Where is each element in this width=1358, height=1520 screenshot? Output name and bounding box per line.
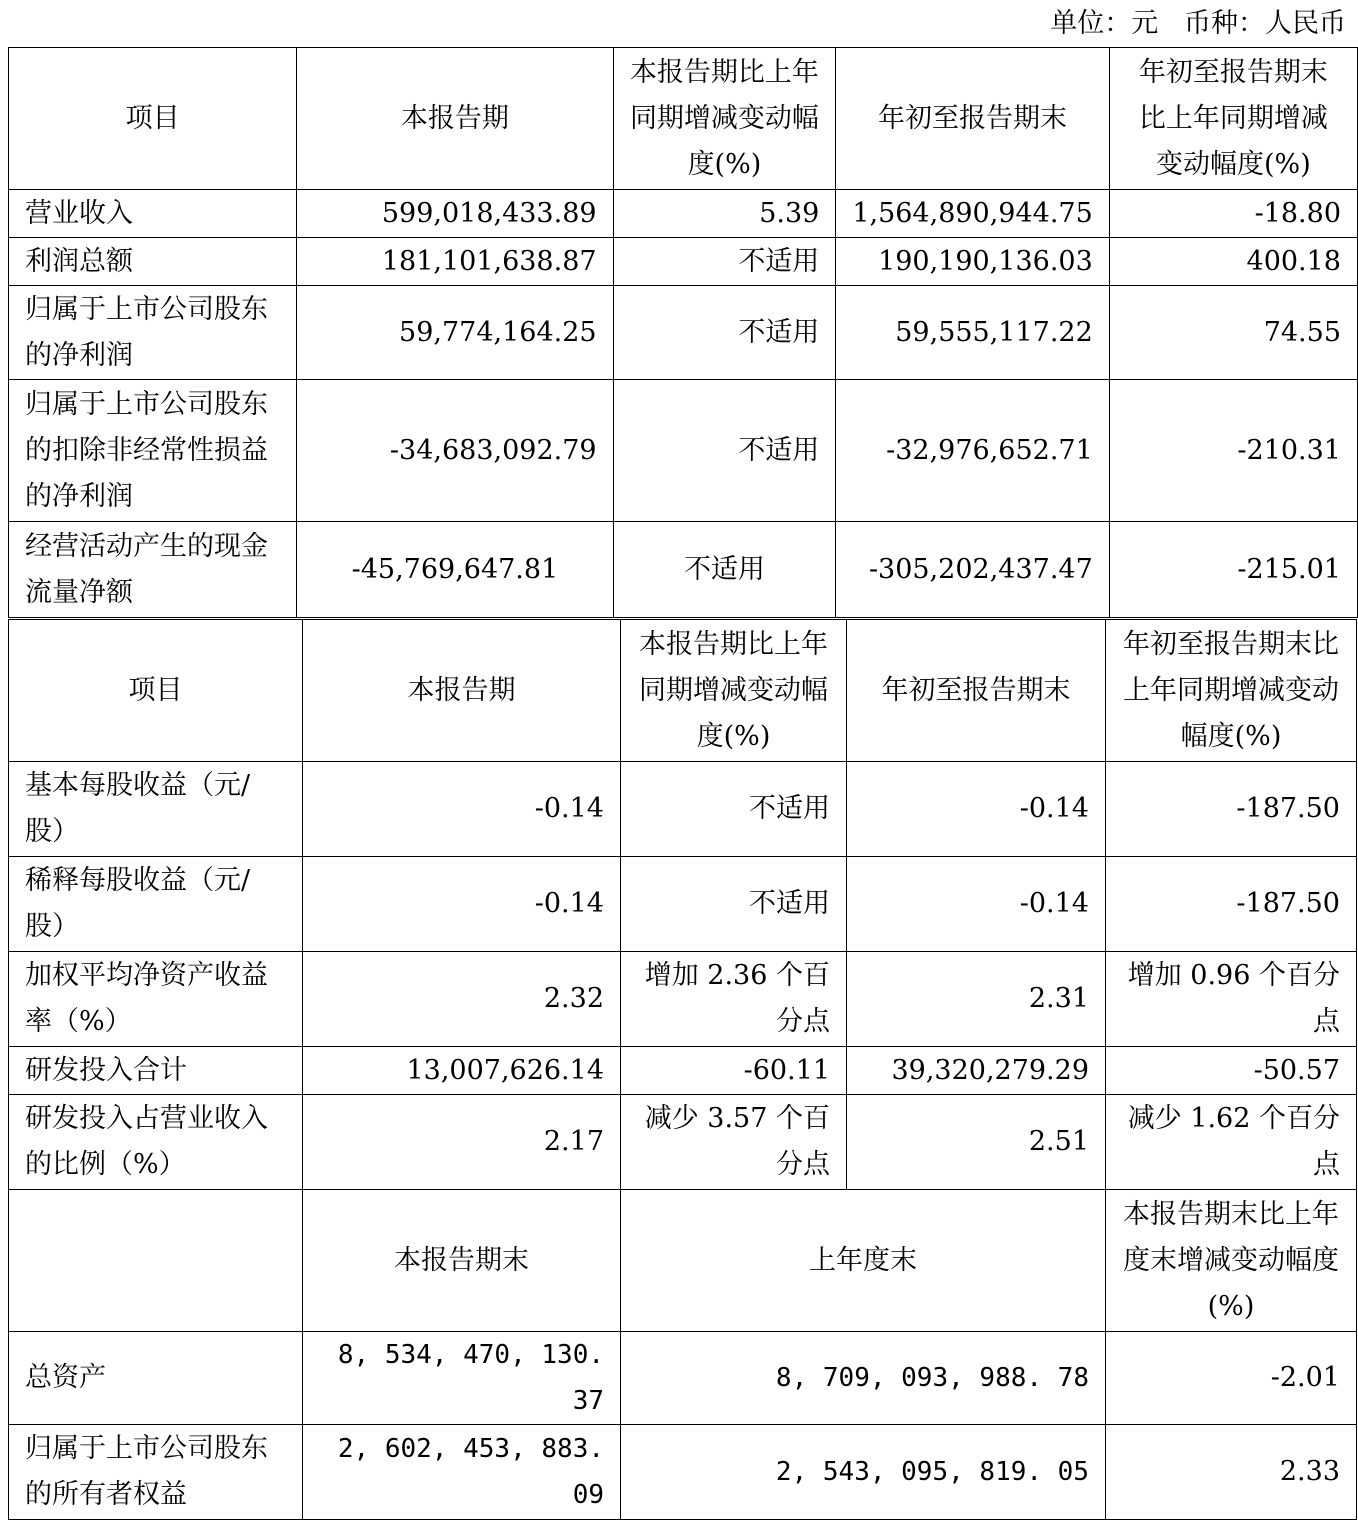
row-value: -305,202,437.47 bbox=[836, 522, 1109, 618]
table-row bbox=[9, 190, 1358, 238]
row-value: 减少 3.57 个百分点 bbox=[621, 1095, 847, 1190]
row-value: 不适用 bbox=[613, 522, 836, 618]
row-label: 研发投入合计 bbox=[9, 1047, 303, 1095]
row-value: 74.55 bbox=[1109, 286, 1357, 380]
row-value: -2.01 bbox=[1106, 1332, 1357, 1425]
table-row bbox=[9, 522, 1358, 618]
row-value: 不适用 bbox=[613, 238, 836, 286]
row-value: -215.01 bbox=[1109, 522, 1357, 618]
unit-currency-note: 单位：元 币种：人民币 bbox=[1050, 8, 1346, 39]
row-label: 经营活动产生的现金流量净额 bbox=[9, 522, 297, 618]
table-row bbox=[9, 238, 1358, 286]
row-value: -50.57 bbox=[1106, 1047, 1357, 1095]
row-value: -45,769,647.81 bbox=[297, 522, 613, 618]
row-value: 1,564,890,944.75 bbox=[836, 190, 1109, 238]
row-value: 2.33 bbox=[1106, 1425, 1357, 1520]
header-blank bbox=[9, 1190, 303, 1332]
row-value: 2, 602, 453, 883. 09 bbox=[303, 1425, 621, 1520]
row-label: 归属于上市公司股东的净利润 bbox=[9, 286, 297, 380]
row-label: 归属于上市公司股东的所有者权益 bbox=[9, 1425, 303, 1520]
row-value: 2.17 bbox=[303, 1095, 621, 1190]
row-value: 减少 1.62 个百分点 bbox=[1106, 1095, 1357, 1190]
row-value: 不适用 bbox=[621, 857, 847, 952]
header-ytd: 年初至报告期末 bbox=[836, 48, 1109, 190]
table-row bbox=[9, 1332, 1357, 1425]
row-label: 营业收入 bbox=[9, 190, 297, 238]
row-label: 总资产 bbox=[9, 1332, 303, 1425]
row-value: 13,007,626.14 bbox=[303, 1047, 621, 1095]
header-current-change: 本报告期比上年同期增减变动幅度(%) bbox=[613, 48, 836, 190]
row-value: 8, 709, 093, 988. 78 bbox=[621, 1332, 1106, 1425]
row-value: 2.32 bbox=[303, 952, 621, 1047]
table-row bbox=[9, 286, 1358, 380]
table-row bbox=[9, 1047, 1357, 1095]
header-current-period: 本报告期 bbox=[297, 48, 613, 190]
table-row bbox=[9, 762, 1357, 857]
row-value: -0.14 bbox=[303, 857, 621, 952]
table-row bbox=[9, 952, 1357, 1047]
header-current-period: 本报告期 bbox=[303, 620, 621, 762]
row-value: 599,018,433.89 bbox=[297, 190, 613, 238]
table-row bbox=[9, 857, 1357, 952]
row-value: 不适用 bbox=[613, 286, 836, 380]
row-label: 利润总额 bbox=[9, 238, 297, 286]
table-row bbox=[9, 1425, 1357, 1520]
row-value: 400.18 bbox=[1109, 238, 1357, 286]
row-value: -187.50 bbox=[1106, 857, 1357, 952]
row-value: 不适用 bbox=[621, 762, 847, 857]
row-value: -0.14 bbox=[847, 857, 1106, 952]
row-value: 59,555,117.22 bbox=[836, 286, 1109, 380]
row-value: 39,320,279.29 bbox=[847, 1047, 1106, 1095]
header-period-end: 本报告期末 bbox=[303, 1190, 621, 1332]
table2-header-row bbox=[9, 620, 1357, 762]
row-value: 8, 534, 470, 130. 37 bbox=[303, 1332, 621, 1425]
row-value: -32,976,652.71 bbox=[836, 380, 1109, 522]
row-value: -60.11 bbox=[621, 1047, 847, 1095]
header-period-end-change: 本报告期末比上年度末增减变动幅度(%) bbox=[1106, 1190, 1357, 1332]
row-value: 不适用 bbox=[613, 380, 836, 522]
row-value: 59,774,164.25 bbox=[297, 286, 613, 380]
header-item: 项目 bbox=[9, 620, 303, 762]
row-label: 稀释每股收益（元/股） bbox=[9, 857, 303, 952]
row-label: 研发投入占营业收入的比例（%） bbox=[9, 1095, 303, 1190]
row-value: -0.14 bbox=[303, 762, 621, 857]
row-value: 增加 0.96 个百分点 bbox=[1106, 952, 1357, 1047]
row-value: -0.14 bbox=[847, 762, 1106, 857]
row-value: 2.51 bbox=[847, 1095, 1106, 1190]
row-value: -34,683,092.79 bbox=[297, 380, 613, 522]
header-item: 项目 bbox=[9, 48, 297, 190]
row-value: 181,101,638.87 bbox=[297, 238, 613, 286]
table-row bbox=[9, 380, 1358, 522]
header-ytd: 年初至报告期末 bbox=[847, 620, 1106, 762]
financial-table-1 bbox=[8, 47, 1358, 618]
balance-header-row bbox=[9, 1190, 1357, 1332]
row-label: 加权平均净资产收益率（%） bbox=[9, 952, 303, 1047]
row-value: 5.39 bbox=[613, 190, 836, 238]
financial-table-2 bbox=[8, 619, 1357, 1520]
row-label: 基本每股收益（元/股） bbox=[9, 762, 303, 857]
row-label: 归属于上市公司股东的扣除非经常性损益的净利润 bbox=[9, 380, 297, 522]
row-value: 2, 543, 095, 819. 05 bbox=[621, 1425, 1106, 1520]
header-ytd-change: 年初至报告期末比上年同期增减变动幅度(%) bbox=[1109, 48, 1357, 190]
table1-header-row bbox=[9, 48, 1358, 190]
row-value: 190,190,136.03 bbox=[836, 238, 1109, 286]
row-value: 2.31 bbox=[847, 952, 1106, 1047]
row-value: -18.80 bbox=[1109, 190, 1357, 238]
header-ytd-change: 年初至报告期末比上年同期增减变动幅度(%) bbox=[1106, 620, 1357, 762]
row-value: -210.31 bbox=[1109, 380, 1357, 522]
header-prior-year-end: 上年度末 bbox=[621, 1190, 1106, 1332]
row-value: -187.50 bbox=[1106, 762, 1357, 857]
table-row bbox=[9, 1095, 1357, 1190]
header-current-change: 本报告期比上年同期增减变动幅度(%) bbox=[621, 620, 847, 762]
row-value: 增加 2.36 个百分点 bbox=[621, 952, 847, 1047]
